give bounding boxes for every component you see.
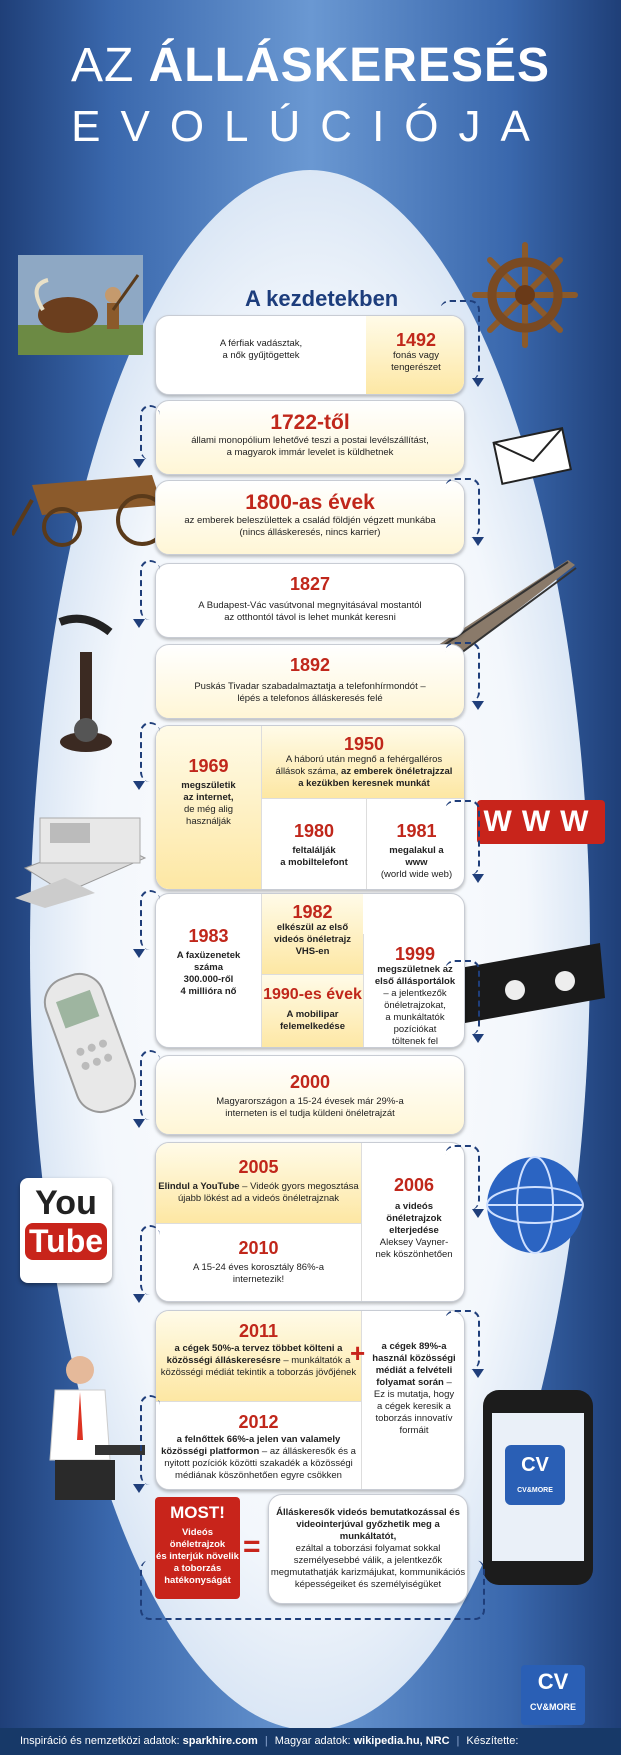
year-1983: 1983 bbox=[188, 926, 229, 946]
connector-13-tip bbox=[472, 1369, 484, 1378]
connector-6 bbox=[140, 722, 160, 782]
text-1983: A faxüzenetek száma 300.000-ről 4 millióra nő bbox=[176, 950, 241, 997]
text-1982: elkészül az első videós önéletrajz VHS-en bbox=[273, 922, 352, 957]
text-2006: Aleksey Vayner- nek köszönhetően bbox=[375, 1237, 453, 1260]
youtube-logo bbox=[20, 1178, 112, 1283]
text-2005-rest: – Videók gyors megosztása újabb lökést ad a videós önéletrajznak bbox=[177, 1181, 359, 1204]
footer-cv-text: CV bbox=[537, 1669, 569, 1694]
connector-13 bbox=[445, 1310, 480, 1370]
connector-3 bbox=[445, 478, 480, 538]
year-2011: 2011 bbox=[238, 1321, 279, 1341]
year-1800s: 1800-as évek bbox=[245, 491, 375, 514]
connector-7 bbox=[445, 800, 480, 875]
cell-1990s bbox=[261, 974, 363, 1048]
card-1969-block bbox=[155, 725, 465, 890]
year-1827: 1827 bbox=[289, 574, 331, 594]
footer-cv-brand: CV&MORE bbox=[529, 1702, 576, 1712]
title-line-2: EVOLÚCIÓJA bbox=[71, 102, 550, 151]
connector-10-tip bbox=[133, 1119, 145, 1128]
connector-2-tip bbox=[133, 459, 145, 468]
text-2006-bold: a videós önéletrajzok elterjedése bbox=[386, 1201, 442, 1236]
title-prefix: AZ bbox=[70, 39, 149, 92]
text-huntergatherers: A férfiak vadásztak, a nők gyűjtögettek bbox=[219, 338, 303, 361]
cell-2010 bbox=[156, 1223, 361, 1302]
year-2005: 2005 bbox=[238, 1157, 279, 1177]
connector-1-tip bbox=[472, 378, 484, 387]
cell-2012 bbox=[156, 1401, 361, 1490]
card-2005-block bbox=[155, 1142, 465, 1302]
envelope-icon bbox=[492, 425, 572, 485]
card-2011-block bbox=[155, 1310, 465, 1490]
text-1722: állami monopólium lehetővé teszi a postai levélszállítást, a magyarok immár levelet is küldhetnek bbox=[191, 435, 429, 458]
text-2011-rest: – munkáltatók a közösségi médiát tekintik a toborzás jövőjének bbox=[160, 1355, 357, 1378]
text-1980: feltalálják a mobiltelefont bbox=[280, 845, 348, 868]
youtube-you-text: You bbox=[35, 1184, 97, 1222]
text-1950-b: az emberek önéletrajzzal a kezükben keresnek munkát bbox=[298, 766, 453, 789]
most-text: Videós önéletrajzok és interjúk növelik a toborzás hatékonyságát bbox=[156, 1527, 239, 1586]
caveman-illustration bbox=[18, 255, 143, 355]
cv-logo-text: CV bbox=[521, 1454, 549, 1476]
connector-4-tip bbox=[133, 619, 145, 628]
cv-logo-on-phone bbox=[505, 1445, 565, 1505]
section-heading: A kezdetekben bbox=[245, 286, 399, 311]
connector-12 bbox=[140, 1225, 160, 1295]
footer-label-1: Inspiráció és nemzetközi adatok: bbox=[20, 1735, 183, 1747]
text-1969: de még alig használják bbox=[183, 804, 234, 827]
cv-more-logo bbox=[521, 1665, 585, 1725]
mobile-phone-illustration bbox=[20, 968, 160, 1118]
equals-sign: = bbox=[243, 1530, 261, 1563]
year-1492: 1492 bbox=[395, 330, 437, 350]
cell-1982 bbox=[261, 894, 363, 974]
year-1999: 1999 bbox=[394, 944, 436, 964]
text-2010: A 15-24 éves korosztály 86%-a internetezik! bbox=[193, 1262, 324, 1285]
text-1981: (world wide web) bbox=[380, 869, 453, 880]
connector-14 bbox=[140, 1395, 160, 1485]
year-1722: 1722-től bbox=[270, 411, 350, 434]
footer-label-2: Magyar adatok: bbox=[274, 1735, 354, 1747]
connector-2 bbox=[140, 405, 160, 460]
connector-14-tip bbox=[133, 1484, 145, 1493]
most-label: MOST! bbox=[170, 1503, 225, 1522]
globe-icon bbox=[480, 1150, 590, 1260]
text-89percent-bold: a cégek 89%-a használ közösségi médiát a felvételi folyamat során bbox=[372, 1341, 456, 1388]
connector-15 bbox=[140, 1560, 485, 1620]
year-2012: 2012 bbox=[238, 1412, 279, 1432]
ship-wheel-icon bbox=[470, 240, 580, 350]
connector-8 bbox=[140, 890, 160, 950]
connector-12-tip bbox=[133, 1294, 145, 1303]
cell-1983 bbox=[156, 894, 261, 1048]
year-1969: 1969 bbox=[188, 756, 229, 776]
footer-separator-2: | bbox=[456, 1735, 460, 1747]
text-89percent-rest: – Ez is mutatja, hogy a cégek keresik a toborzás innovatív formáit bbox=[373, 1377, 455, 1436]
card-1492 bbox=[155, 315, 465, 395]
connector-11 bbox=[445, 1145, 480, 1210]
connector-10 bbox=[140, 1050, 160, 1120]
cell-huntergatherers bbox=[156, 316, 366, 395]
connector-9-tip bbox=[472, 1034, 484, 1043]
text-2005 bbox=[156, 1181, 361, 1205]
text-1950 bbox=[262, 754, 465, 790]
connector-4 bbox=[140, 560, 160, 620]
connector-9 bbox=[445, 960, 480, 1035]
card-2000 bbox=[155, 1055, 465, 1135]
footer-source-hu bbox=[275, 1735, 450, 1747]
www-badge: WWW bbox=[477, 800, 605, 844]
footer-link-wikipedia[interactable]: wikipedia.hu, NRC bbox=[353, 1735, 450, 1747]
text-1999-bold: megszületnek az első állásportálok bbox=[374, 964, 456, 987]
year-2010: 2010 bbox=[238, 1238, 279, 1258]
text-2012-bold: a felnőttek 66%-a jelen van valamely közösségi platformon bbox=[161, 1434, 341, 1457]
footer-credit: Készítette: bbox=[466, 1735, 519, 1747]
connector-6-tip bbox=[133, 781, 145, 790]
connector-8-tip bbox=[133, 949, 145, 958]
year-1990s: 1990-es évek bbox=[263, 986, 362, 1003]
connector-1 bbox=[440, 300, 480, 380]
connector-3-tip bbox=[472, 537, 484, 546]
year-1982: 1982 bbox=[292, 902, 333, 922]
text-1492: fonás vagy tengerészet bbox=[391, 350, 441, 373]
title-bold: ÁLLÁSKERESÉS bbox=[148, 39, 551, 92]
card-1827 bbox=[155, 563, 465, 638]
cell-1950 bbox=[261, 726, 465, 798]
footer-source-intl bbox=[20, 1735, 258, 1747]
title-line-1 bbox=[0, 38, 621, 93]
card-1892 bbox=[155, 644, 465, 719]
card-1722 bbox=[155, 400, 465, 475]
text-1999: – a jelentkezők önéletrajzokat, a munkáltatók pozíciókat töltenek fel bbox=[383, 988, 447, 1047]
text-2012-rest: – az álláskeresők és a nyitott pozíciók közötti szakadék a közösségi médiának köszönhetően egyre csökken bbox=[164, 1446, 356, 1481]
card-1983-block bbox=[155, 893, 465, 1048]
cell-2005 bbox=[156, 1143, 361, 1223]
cv-brand-text: CV&MORE bbox=[517, 1487, 553, 1494]
text-1800s: az emberek beleszülettek a család földjén végzett munkába (nincs álláskeresés, nincs karrier) bbox=[184, 515, 436, 538]
final-text: ezáltal a toborzási folyamat sokkal személyesebbé válik, a jelentkezők megmutathatják karizmájukat, kommunikációs képességeiket és személyiségüket bbox=[270, 1543, 466, 1590]
cell-2011 bbox=[156, 1311, 361, 1401]
footer-separator-1: | bbox=[264, 1735, 268, 1747]
year-1892: 1892 bbox=[289, 655, 331, 675]
text-1969-bold: megszületik az internet, bbox=[181, 780, 236, 803]
text-1950-a: A háború után megnő a fehérgalléros állások száma, bbox=[275, 754, 443, 777]
vintage-telephone-icon bbox=[50, 612, 135, 757]
text-1990s: A mobilipar felemelkedése bbox=[280, 1009, 345, 1032]
final-bold-text: Álláskeresők videós bemutatkozással és videointerjúval győzhetik meg a munkáltatót, bbox=[276, 1507, 460, 1542]
text-2012 bbox=[156, 1434, 361, 1482]
text-1981-bold: megalakul a www bbox=[389, 845, 444, 868]
year-2006: 2006 bbox=[393, 1175, 435, 1195]
year-1950: 1950 bbox=[343, 734, 385, 754]
year-1980: 1980 bbox=[293, 821, 335, 841]
text-2005-bold: Elindul a YouTube bbox=[158, 1181, 240, 1192]
connector-7-tip bbox=[472, 874, 484, 883]
year-2000: 2000 bbox=[289, 1072, 331, 1092]
youtube-tube-text: Tube bbox=[25, 1223, 107, 1260]
text-2000: Magyarországon a 15-24 évesek már 29%-a interneten is el tudja küldeni önéletrajzát bbox=[216, 1096, 404, 1119]
cell-1980 bbox=[261, 798, 366, 890]
text-2011 bbox=[156, 1343, 361, 1379]
footer-link-sparkhire[interactable]: sparkhire.com bbox=[182, 1735, 258, 1747]
year-1981: 1981 bbox=[396, 821, 437, 841]
text-1892: Puskás Tivadar szabadalmaztatja a telefonhírmondót – lépés a telefonos álláskeresés felé bbox=[194, 681, 426, 704]
cell-1969 bbox=[156, 726, 261, 890]
card-1800 bbox=[155, 480, 465, 555]
connector-11-tip bbox=[472, 1209, 484, 1218]
text-2011-bold: a cégek 50%-a tervez többet költeni a közösségi álláskeresésre bbox=[166, 1343, 343, 1366]
connector-5-tip bbox=[472, 701, 484, 710]
fax-machine-illustration bbox=[15, 808, 155, 908]
footer-bar bbox=[0, 1728, 621, 1755]
connector-5 bbox=[445, 642, 480, 702]
plus-sign: + bbox=[350, 1338, 366, 1368]
text-1827: A Budapest-Vác vasútvonal megnyitásával mostantól az otthontól távol is lehet munkát keresni bbox=[198, 600, 422, 623]
